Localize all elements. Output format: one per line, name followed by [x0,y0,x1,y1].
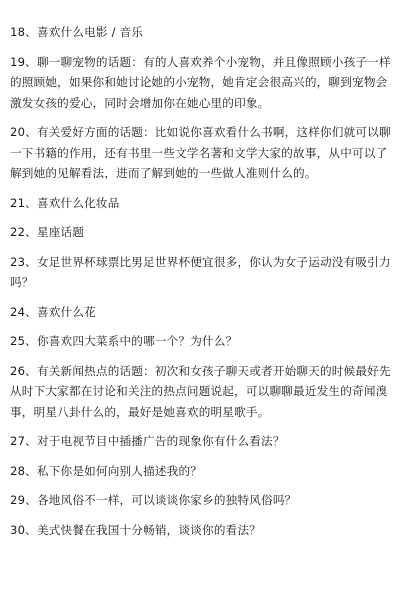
list-item-24: 24、喜欢什么花 [10,304,96,319]
list-item-18: 18、喜欢什么电影 / 音乐 [10,25,144,39]
list-item-27: 27、对于电视节目中插播广告的现象你有什么看法？ [10,434,285,448]
list-item-28: 28、私下你是如何向别人描述我的？ [10,463,203,478]
list-item-30: 30、美式快餐在我国十分畅销，谈谈你的看法？ [10,522,262,537]
list-item-20: 20、有关爱好方面的话题：比如说你喜欢看什么书啊，这样你们就可以聊一下书籍的作用，还有书里一些文学名著和文学大家的故事，从中可以了解到她的见解看法，进而了解到她的一些做人准则什么的。 [10,125,391,180]
list-item-23: 23、女足世界杯球票比男足世界杯便宜很多，你认为女子运动没有吸引力吗？ [10,254,391,289]
list-item-21: 21、喜欢什么化妆品 [10,195,120,210]
list-item-19: 19、聊一聊宠物的话题：有的人喜欢养个小宠物，并且像照顾小孩子一样的照顾她，如果你和她讨论她的小宠物，她肯定会很高兴的，聊到宠物会激发女孩的爱心，同时会增加你在她心里的印象。 [10,54,391,110]
list-item-26: 26、有关新闻热点的话题：初次和女孩子聊天或者开始聊天的时候最好先从时下大家都在讨论和关注的热点问题说起，可以聊聊最近发生的奇闻溴事，明星八卦什么的，最好是她喜欢的明星歌手。 [10,363,391,419]
list-item-29: 29、各地风俗不一样，可以谈谈你家乡的独特风俗吗？ [10,493,297,507]
list-item-25: 25、你喜欢四大菜系中的哪一个？为什么？ [10,334,238,348]
topic-list [10,0,392,540]
list-item-22: 22、星座话题 [10,225,85,239]
